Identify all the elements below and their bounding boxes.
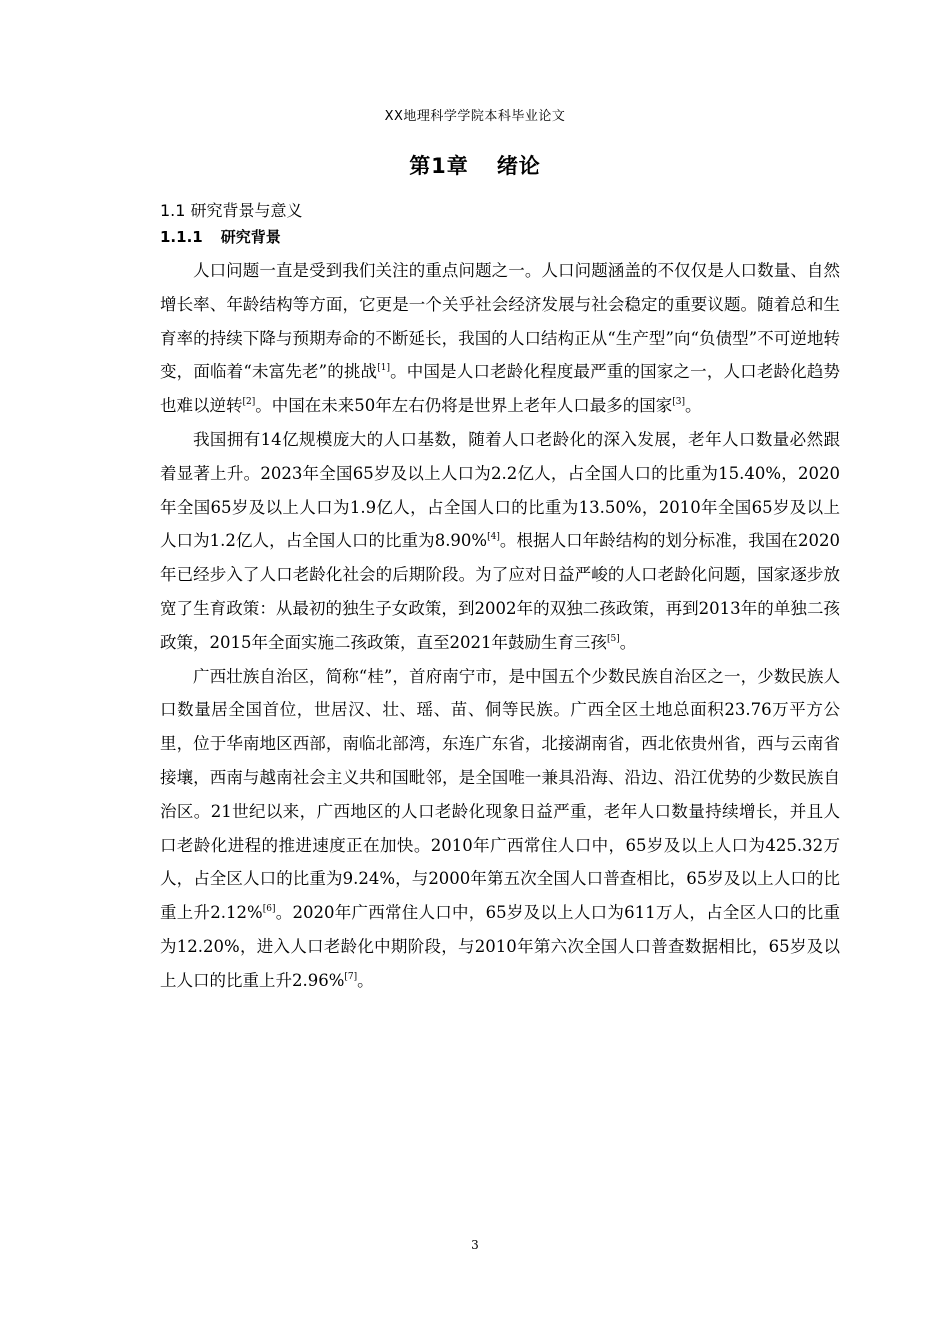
paragraph-2 [160, 423, 840, 660]
body-text [160, 254, 840, 998]
running-header: XX地理科学学院本科毕业论文 [384, 109, 566, 124]
citation-ref-6: [6] [262, 904, 276, 915]
citation-ref-4: [4] [487, 532, 500, 543]
citation-ref-7: [7] [344, 971, 358, 982]
paragraph-text: 。根据人口年龄结构的划分标准，我国在2020年已经步入了人口老龄化社会的后期阶段。为了应对日益严峻的人口老龄化问题，国家逐步放宽了生育政策：从最初的独生子女政策，到2002年的双独二孩政策，再到2013年的单独二孩政策，2015年全面实施二孩政策，直至2021年鼓励生育三孩 [160, 531, 840, 652]
paragraph-text: 广西壮族自治区，简称“桂”，首府南宁市，是中国五个少数民族自治区之一，少数民族人口数量居全国首位，世居汉、壮、瑶、苗、侗等民族。广西全区土地总面积23.76万平方公里，位于华南地区西部，南临北部湾，东连广东省，北接湖南省，西北依贵州省，西与云南省接壤，西南与越南社会主义共和国毗邻，是全国唯一兼具沿海、沿边、沿江优势的少数民族自治区。21世纪以来，广西地区的人口老龄化现象日益严重，老年人口数量持续增长，并且人口老龄化进程的推进速度正在加快。2010年广西常住人口中，65岁及以上人口为425.32万人，占全区人口的比重为9.24%，与2000年第五次全国人口普查相比，65岁及以上人口的比重上升2.12% [160, 666, 840, 923]
paragraph-text: 。2020年广西常住人口中，65岁及以上人口为611万人，占全区人口的比重为12.20%，进入人口老龄化中期阶段，与2010年第六次全国人口普查数据相比，65岁及以上人口的比重上升2.96% [160, 903, 840, 990]
paragraph-text: 我国拥有14亿规模庞大的人口基数，随着人口老龄化的深入发展，老年人口数量必然跟着显著上升。2023年全国65岁及以上人口为2.2亿人，占全国人口的比重为15.40%，2020年全国65岁及以上人口为1.9亿人，占全国人口的比重为13.50%，2010年全国65岁及以上人口为1.2亿人，占全国人口的比重为8.90% [160, 429, 840, 551]
chapter-name: 绪论 [496, 154, 541, 178]
paragraph-text: 。中国是人口老龄化程度最严重的国家之一，人口老龄化趋势也难以逆转 [160, 362, 840, 416]
paragraph-text: 。 [619, 632, 637, 652]
citation-ref-2: [2] [242, 397, 256, 408]
citation-ref-3: [3] [672, 397, 685, 408]
paragraph-text: 。 [685, 396, 702, 416]
paragraph-text: 。中国在未来50年左右仍将是世界上老年人口最多的国家 [255, 396, 673, 416]
subsection-title: 研究背景 [220, 228, 281, 246]
subsection-heading [160, 226, 281, 247]
subsection-number: 1.1.1 [160, 228, 203, 246]
chapter-number: 第1章 [409, 154, 469, 178]
citation-ref-5: [5] [606, 633, 620, 644]
paragraph-text: 人口问题一直是受到我们关注的重点问题之一。人口问题涵盖的不仅仅是人口数量、自然增长率、年龄结构等方面，它更是一个关乎社会经济发展与社会稳定的重要议题。随着总和生育率的持续下降与预期寿命的不断延长，我国的人口结构正从“生产型”向“负债型”不可逆地转变，面临着“未富先老”的挑战 [160, 261, 840, 382]
paragraph-3 [160, 660, 840, 998]
citation-ref-1: [1] [377, 363, 390, 374]
chapter-title [0, 150, 950, 180]
paragraph-text: 。 [357, 970, 374, 990]
paragraph-1 [160, 254, 840, 423]
section-heading: 1.1 研究背景与意义 [160, 201, 303, 220]
page-number: 3 [471, 1238, 479, 1252]
